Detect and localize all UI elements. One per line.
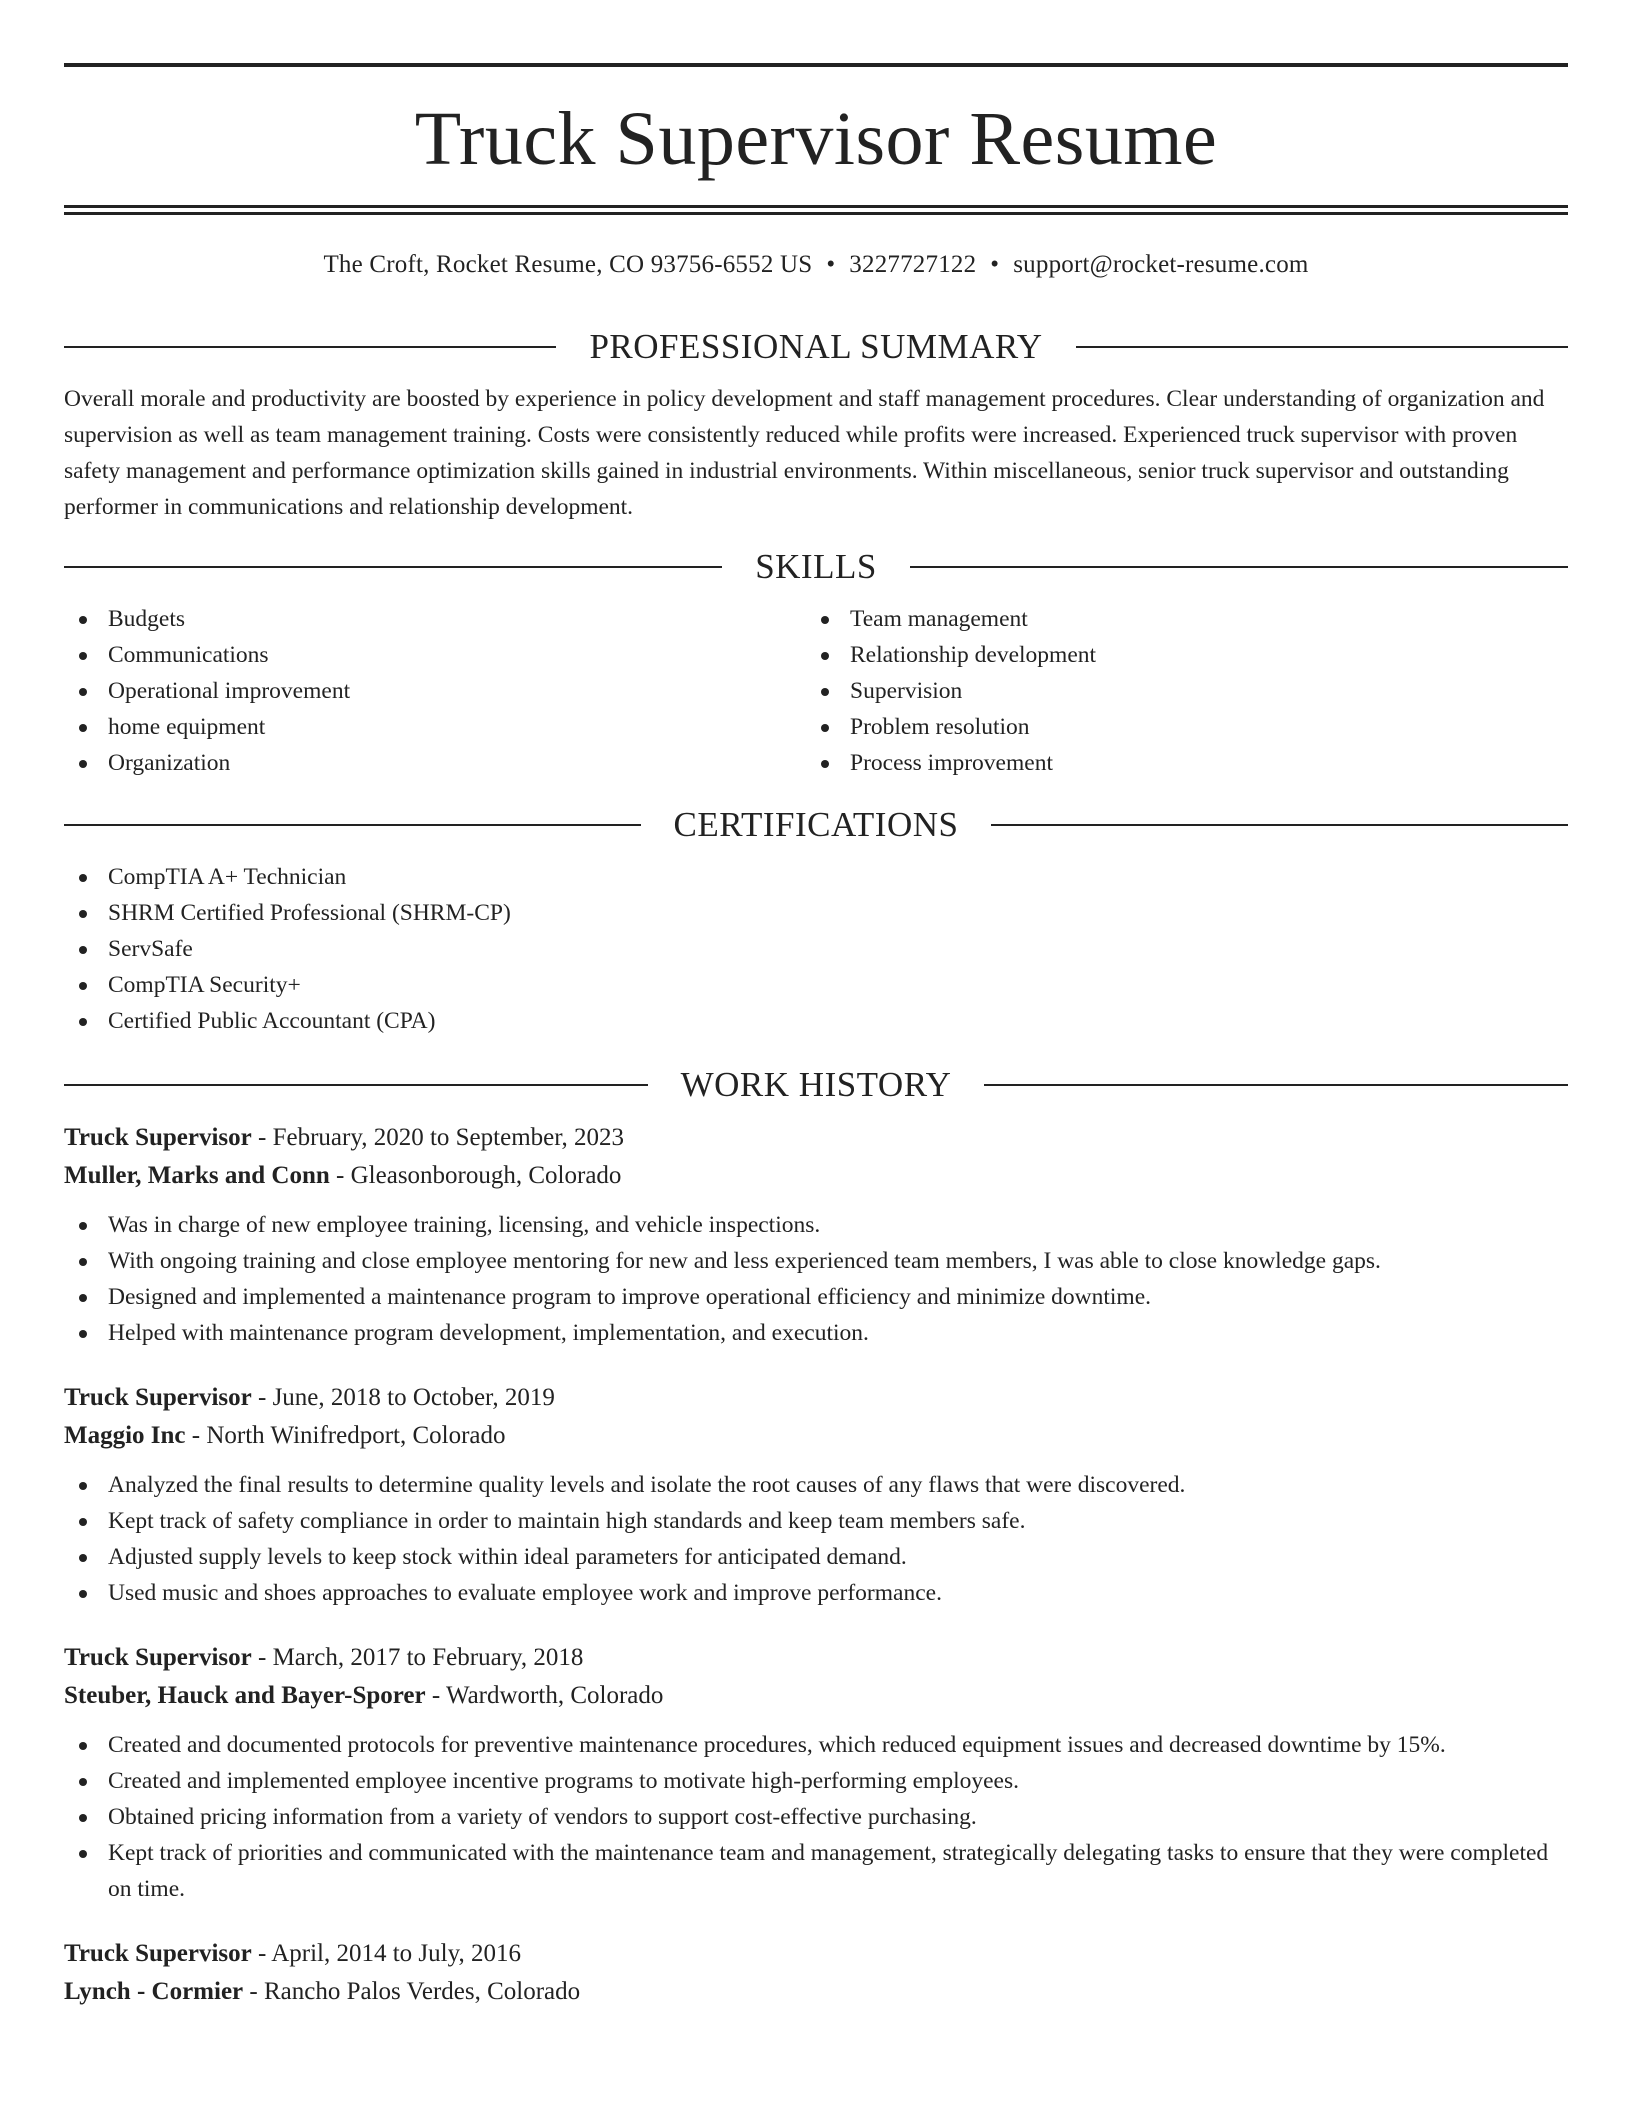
skill-item [806,673,1548,709]
summary-heading [64,327,1568,367]
skill-item [806,709,1548,745]
skill-item-text: Supervision [850,678,963,704]
bullet-dot [79,982,87,990]
job-dates: March, 2017 to February, 2018 [272,1644,584,1671]
job-location: Gleasonborough, Colorado [350,1162,622,1189]
heading-rule-left [64,346,556,348]
job-bullet-text: Helped with maintenance program development, implementation, and execution. [108,1320,869,1346]
dash: - [251,1384,273,1411]
certification-item [64,931,1568,967]
contact-separator: • [826,251,836,278]
job-company: Maggio Inc [64,1422,186,1449]
job-bullet-text: Kept track of safety compliance in order to maintain high standards and keep team members safe. [108,1508,1026,1534]
job-bullet-text: Kept track of priorities and communicated with the maintenance team and management, strategically delegating tasks to ensure that they were completed on time. [108,1840,1549,1902]
job-bullets [64,1207,1568,1351]
job-entry [64,1379,1568,1611]
job-title: Truck Supervisor [64,1644,252,1671]
job-location: Rancho Palos Verdes, Colorado [263,1978,581,2005]
certification-item-text: SHRM Certified Professional (SHRM-CP) [108,900,511,926]
top-rule [64,63,1568,67]
job-title: Truck Supervisor [64,1124,252,1151]
contact-address: The Croft, Rocket Resume, CO 93756-6552 US [323,251,813,278]
job-company-line [64,1157,1568,1195]
bullet-dot [79,1590,87,1598]
bullet-dot [821,724,829,732]
job-entry [64,1935,1568,2011]
certification-item [64,895,1568,931]
bullet-dot [79,724,87,732]
contact-phone: 3227727122 [849,251,977,278]
job-bullet-text: Obtained pricing information from a variety of vendors to support cost-effective purchasing. [108,1804,977,1830]
job-bullet [64,1575,1568,1611]
bullet-dot [79,1018,87,1026]
dash: - [185,1422,207,1449]
certifications-heading-label: CERTIFICATIONS [673,805,959,844]
bullet-dot [821,688,829,696]
certification-item [64,859,1568,895]
skill-item [64,673,806,709]
bullet-dot [79,688,87,696]
bullet-dot [79,874,87,882]
bullet-dot [79,652,87,660]
job-bullet-text: Adjusted supply levels to keep stock within ideal parameters for anticipated demand. [108,1544,907,1570]
job-company-line [64,1973,1568,2011]
certification-item-text: CompTIA Security+ [108,972,301,998]
work-heading-label: WORK HISTORY [680,1065,952,1104]
bullet-dot [821,760,829,768]
certifications-list [64,859,1568,1039]
skills-column-left [64,601,806,781]
skill-item-text: Organization [108,750,231,776]
work-history-list [64,1119,1568,2011]
job-bullet-text: Was in charge of new employee training, licensing, and vehicle inspections. [108,1212,821,1238]
skills-columns [64,601,1568,781]
certifications-heading [64,805,1568,845]
job-bullets [64,1467,1568,1611]
title-double-rule [64,205,1568,215]
contact-separator: • [990,251,1000,278]
job-title-line [64,1935,1568,1973]
bullet-dot [79,910,87,918]
job-title: Truck Supervisor [64,1940,252,1967]
bullet-dot [79,1518,87,1526]
job-entry [64,1119,1568,1351]
job-location: Wardworth, Colorado [445,1682,664,1709]
skill-item [64,601,806,637]
heading-rule-left [64,824,641,826]
job-title-line [64,1639,1568,1677]
job-bullet-text: Created and documented protocols for preventive maintenance procedures, which reduced equipment issues and decreased downtime by 15%. [108,1732,1446,1758]
certification-item-text: Certified Public Accountant (CPA) [108,1008,436,1034]
bullet-dot [79,1554,87,1562]
job-entry [64,1639,1568,1907]
job-title-line [64,1379,1568,1417]
skill-item-text: Operational improvement [108,678,351,704]
job-company: Lynch - Cormier [64,1978,244,2005]
bullet-dot [79,616,87,624]
job-bullet [64,1467,1568,1503]
job-bullet-text: Designed and implemented a maintenance program to improve operational efficiency and minimize downtime. [108,1284,1152,1310]
skill-item-text: Relationship development [850,642,1097,668]
summary-text: Overall morale and productivity are boosted by experience in policy development and staff management procedures. Clear understanding of organization and supervision as well as team management training. Costs were consistently reduced while profits were increased. Experienced truck supervisor with proven safety management and performance optimization skills gained in industrial environments. Within miscellaneous, senior truck supervisor and outstanding performer in communications and relationship development. [64,386,1545,520]
job-bullet [64,1243,1568,1279]
job-bullet-text: Used music and shoes approaches to evaluate employee work and improve performance. [108,1580,942,1606]
job-bullet [64,1835,1568,1907]
dash: - [243,1978,264,2005]
resume-page [64,0,1568,2011]
bullet-dot [79,1814,87,1822]
heading-rule-right [984,1084,1568,1086]
job-company-line [64,1677,1568,1715]
job-company: Muller, Marks and Conn [64,1162,330,1189]
bullet-dot [79,946,87,954]
heading-rule-left [64,566,722,568]
job-bullet-text: Analyzed the final results to determine quality levels and isolate the root causes of any flaws that were discovered. [108,1472,1186,1498]
job-bullet [64,1799,1568,1835]
job-bullet [64,1279,1568,1315]
heading-rule-right [1076,346,1568,348]
job-bullet [64,1207,1568,1243]
job-title: Truck Supervisor [64,1384,252,1411]
heading-rule-right [910,566,1568,568]
skills-list-left [64,601,806,781]
dash: - [425,1682,446,1709]
dash: - [251,1644,273,1671]
bullet-dot [79,1850,87,1858]
bullet-dot [79,1482,87,1490]
job-bullet-text: Created and implemented employee incentive programs to motivate high-performing employees. [108,1768,1019,1794]
job-dates: June, 2018 to October, 2019 [272,1384,555,1411]
skills-heading-label: SKILLS [755,547,877,586]
job-bullet [64,1315,1568,1351]
skills-list-right [806,601,1548,781]
skill-item [64,709,806,745]
skill-item-text: home equipment [108,714,266,740]
certification-item-text: CompTIA A+ Technician [108,864,347,890]
dash: - [251,1940,272,1967]
contact-line [64,251,1568,279]
skill-item-text: Communications [108,642,269,668]
bullet-dot [821,616,829,624]
heading-rule-left [64,1084,648,1086]
heading-rule-right [991,824,1568,826]
skill-item-text: Team management [850,606,1028,632]
bullet-dot [79,1330,87,1338]
job-company-line [64,1417,1568,1455]
job-title-line [64,1119,1568,1157]
bullet-dot [79,1294,87,1302]
skill-item-text: Budgets [108,606,186,632]
skill-item [806,745,1548,781]
summary-heading-label: PROFESSIONAL SUMMARY [589,327,1043,366]
skill-item [806,637,1548,673]
job-company: Steuber, Hauck and Bayer-Sporer [64,1682,426,1709]
job-bullets [64,1727,1568,1907]
bullet-dot [821,652,829,660]
job-location: North Winifredport, Colorado [206,1422,506,1449]
job-dates: February, 2020 to September, 2023 [272,1124,625,1151]
skill-item [806,601,1548,637]
skills-heading [64,547,1568,587]
job-bullet [64,1727,1568,1763]
bullet-dot [79,1742,87,1750]
resume-title: Truck Supervisor Resume [414,97,1218,181]
job-dates: April, 2014 to July, 2016 [271,1940,521,1967]
bullet-dot [79,1258,87,1266]
certification-item [64,967,1568,1003]
dash: - [329,1162,351,1189]
dash: - [251,1124,273,1151]
certification-item [64,1003,1568,1039]
job-bullet [64,1763,1568,1799]
job-bullet [64,1539,1568,1575]
skill-item-text: Process improvement [850,750,1053,776]
bullet-dot [79,1222,87,1230]
bullet-dot [79,1778,87,1786]
skills-column-right [806,601,1548,781]
work-heading [64,1065,1568,1105]
skill-item-text: Problem resolution [850,714,1030,740]
skill-item [64,745,806,781]
bullet-dot [79,760,87,768]
job-bullet-text: With ongoing training and close employee mentoring for new and less experienced team members, I was able to close knowledge gaps. [108,1248,1381,1274]
skill-item [64,637,806,673]
certification-item-text: ServSafe [108,936,193,962]
job-bullet [64,1503,1568,1539]
contact-email: support@rocket-resume.com [1013,251,1309,278]
